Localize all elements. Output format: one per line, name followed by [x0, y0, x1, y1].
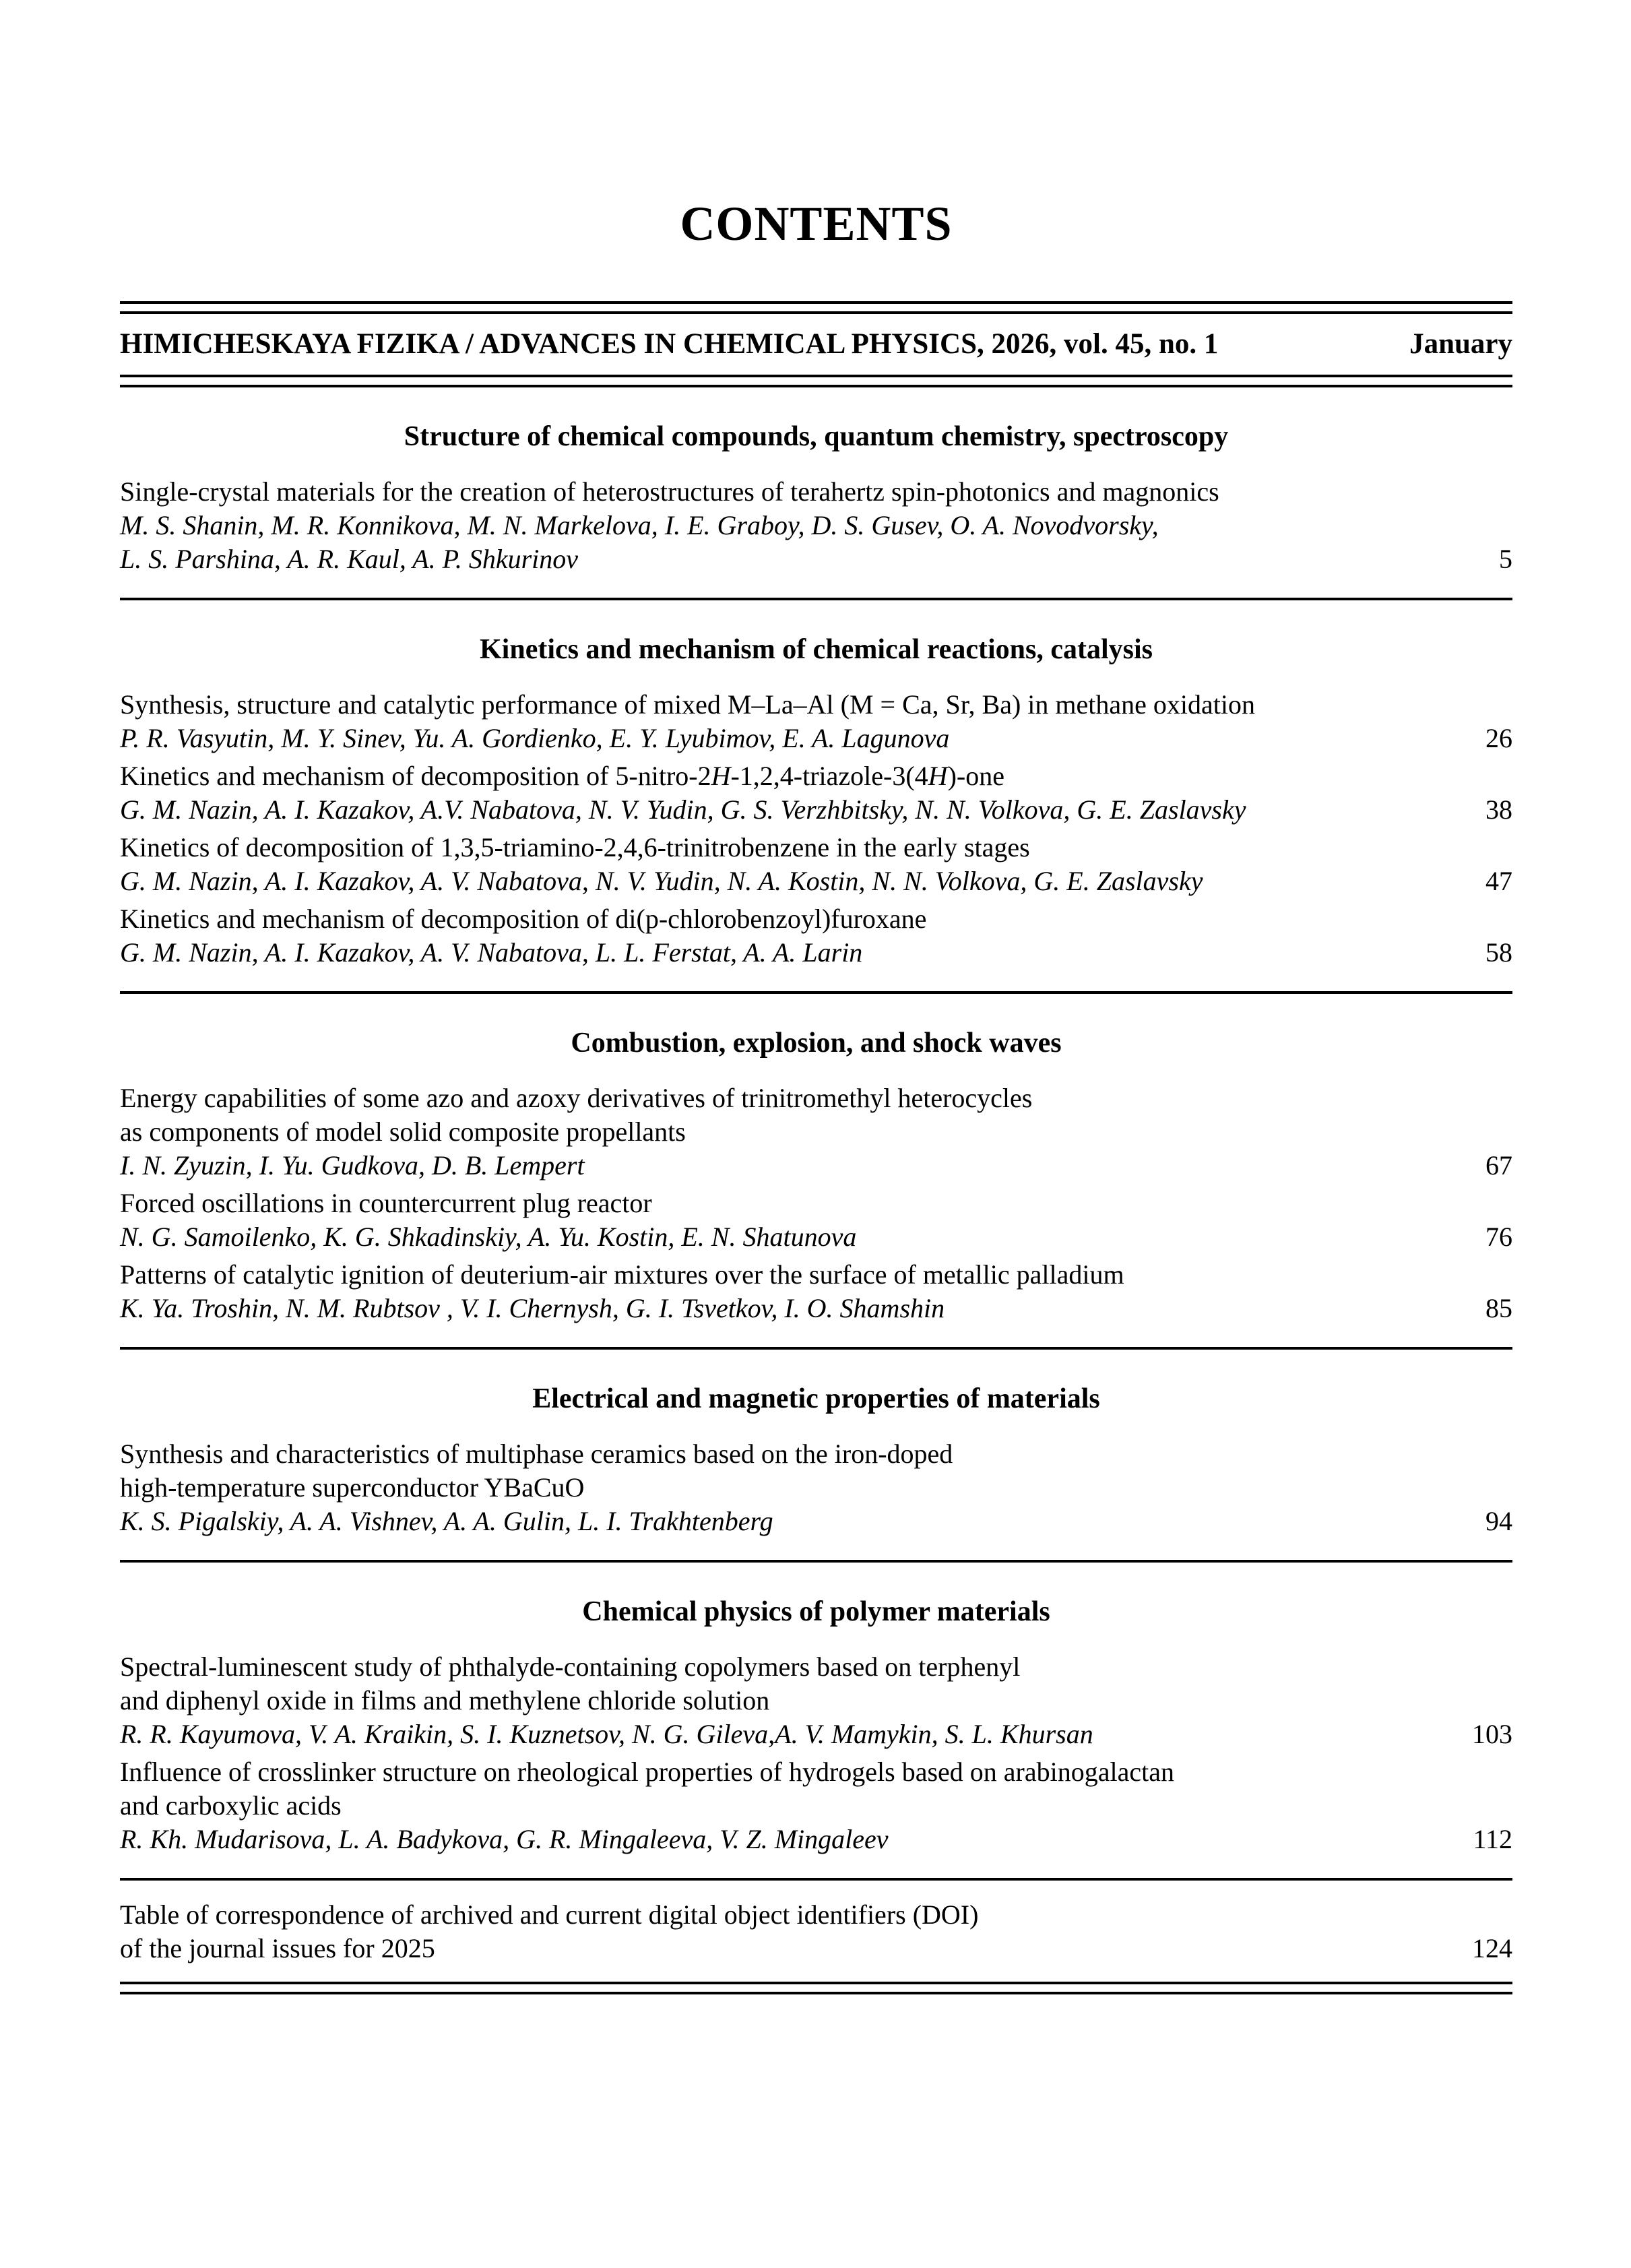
article-title-line: Forced oscillations in countercurrent plug reactor [120, 1188, 652, 1218]
entry-text [120, 1755, 1448, 1856]
doi-correspondence-entry [120, 1898, 1512, 1965]
sections-container [120, 420, 1512, 1881]
article-title-line: Synthesis, structure and catalytic performance of mixed M–La–Al (M = Ca, Sr, Ba) in methane oxidation [120, 689, 1255, 720]
article-authors-line: G. M. Nazin, A. I. Kazakov, A. V. Nabatova, L. L. Ferstat, A. A. Larin [120, 937, 863, 968]
toc-entry [120, 831, 1512, 898]
article-authors-line: R. Kh. Mudarisova, L. A. Badykova, G. R. Mingaleeva, V. Z. Mingaleev [120, 1824, 889, 1854]
page-number: 103 [1472, 1719, 1512, 1749]
article-authors-line: M. S. Shanin, M. R. Konnikova, M. N. Markelova, I. E. Graboy, D. S. Gusev, O. A. Novodvorsky, [120, 510, 1159, 540]
content-column [120, 0, 1512, 1994]
entry-text [120, 902, 1448, 970]
entry-text [120, 688, 1448, 755]
toc-entry [120, 1081, 1512, 1183]
article-authors-line: I. N. Zyuzin, I. Yu. Gudkova, D. B. Lempert [120, 1150, 585, 1180]
page-number: 58 [1485, 937, 1512, 968]
toc-entry [120, 1437, 1512, 1538]
entry-text [120, 1650, 1448, 1751]
header-top-double-rule [120, 301, 1512, 314]
section-divider [120, 598, 1512, 600]
page-title: CONTENTS [680, 197, 953, 251]
page-number: 85 [1485, 1293, 1512, 1323]
toc-entry [120, 1650, 1512, 1751]
article-title-line: Spectral-luminescent study of phthalyde-containing copolymers based on terphenyl [120, 1651, 1021, 1682]
toc-entry [120, 902, 1512, 970]
article-title-line: Kinetics and mechanism of decomposition of di(p-chlorobenzoyl)furoxane [120, 904, 927, 934]
entry-text [120, 475, 1448, 576]
section-heading: Electrical and magnetic properties of materials [532, 1383, 1100, 1414]
doi-entry-title-line: of the journal issues for 2025 [120, 1933, 435, 1963]
section-heading: Kinetics and mechanism of chemical reactions, catalysis [480, 634, 1153, 665]
article-title-line: Patterns of catalytic ignition of deuterium-air mixtures over the surface of metallic palladium [120, 1259, 1124, 1290]
section-heading: Structure of chemical compounds, quantum chemistry, spectroscopy [404, 421, 1229, 452]
toc-entry [120, 1187, 1512, 1254]
toc-entry [120, 475, 1512, 576]
article-title-line: and carboxylic acids [120, 1790, 342, 1821]
entry-text [120, 1258, 1448, 1325]
page-number: 26 [1485, 723, 1512, 753]
page-number: 5 [1499, 544, 1512, 574]
section-divider [120, 1878, 1512, 1881]
toc-entry [120, 1755, 1512, 1856]
entry-text [120, 1437, 1448, 1538]
page-number: 38 [1485, 794, 1512, 825]
article-authors-line: G. M. Nazin, A. I. Kazakov, A. V. Nabatova, N. V. Yudin, N. A. Kostin, N. N. Volkova, G. E. Zaslavsky [120, 866, 1203, 896]
entry-text [120, 1187, 1448, 1254]
entry-text [120, 831, 1448, 898]
doi-entry-title-line: Table of correspondence of archived and current digital object identifiers (DOI) [120, 1899, 979, 1930]
article-authors-line: G. M. Nazin, A. I. Kazakov, A.V. Nabatova, N. V. Yudin, G. S. Verzhbitsky, N. N. Volkova, G. E. Zaslavsky [120, 794, 1246, 825]
article-authors-line: N. G. Samoilenko, K. G. Shkadinskiy, A. Yu. Kostin, E. N. Shatunova [120, 1222, 857, 1252]
article-title-line: Influence of crosslinker structure on rheological properties of hydrogels based on arabinogalactan [120, 1757, 1174, 1787]
page-number: 67 [1485, 1150, 1512, 1180]
footer-double-rule [120, 1982, 1512, 1994]
article-authors-line: P. R. Vasyutin, M. Y. Sinev, Yu. A. Gordienko, E. Y. Lyubimov, E. A. Lagunova [120, 723, 950, 753]
article-title-line: Synthesis and characteristics of multiphase ceramics based on the iron-doped [120, 1439, 953, 1469]
article-title-line: Kinetics and mechanism of decomposition of 5-nitro-2H-1,2,4-triazole-3(4H)-one [120, 761, 1004, 791]
article-title-line: high-temperature superconductor YBaCuO [120, 1472, 585, 1503]
article-authors-line: K. Ya. Troshin, N. M. Rubtsov , V. I. Chernysh, G. I. Tsvetkov, I. O. Shamshin [120, 1293, 945, 1323]
entry-text [120, 1081, 1448, 1183]
entry-text [120, 759, 1448, 827]
article-title-line: Energy capabilities of some azo and azoxy derivatives of trinitromethyl heterocycles [120, 1083, 1033, 1113]
section-heading: Combustion, explosion, and shock waves [571, 1028, 1062, 1059]
page-number: 112 [1473, 1824, 1512, 1854]
page-number: 124 [1472, 1933, 1512, 1963]
article-authors-line: R. R. Kayumova, V. A. Kraikin, S. I. Kuznetsov, N. G. Gileva,A. V. Mamykin, S. L. Khursan [120, 1719, 1093, 1749]
article-title-line: as components of model solid composite propellants [120, 1116, 686, 1147]
article-title-line: and diphenyl oxide in films and methylene chloride solution [120, 1685, 770, 1715]
section-divider [120, 1560, 1512, 1563]
issue-month: January [1409, 328, 1512, 360]
journal-issue-line: HIMICHESKAYA FIZIKA / ADVANCES IN CHEMICAL PHYSICS, 2026, vol. 45, no. 1 [120, 328, 1219, 360]
article-title-line: Kinetics of decomposition of 1,3,5-triamino-2,4,6-trinitrobenzene in the early stages [120, 832, 1030, 862]
section-divider [120, 991, 1512, 994]
toc-entry [120, 1258, 1512, 1325]
toc-entry [120, 759, 1512, 827]
page-number: 47 [1485, 866, 1512, 896]
article-title-line: Single-crystal materials for the creation of heterostructures of terahertz spin-photonics and magnonics [120, 476, 1219, 507]
toc-entry [120, 688, 1512, 755]
section-heading: Chemical physics of polymer materials [582, 1596, 1050, 1627]
article-authors-line: L. S. Parshina, A. R. Kaul, A. P. Shkurinov [120, 544, 579, 574]
article-authors-line: K. S. Pigalskiy, A. A. Vishnev, A. A. Gulin, L. I. Trakhtenberg [120, 1506, 773, 1536]
journal-header [120, 314, 1512, 375]
header-bottom-double-rule [120, 375, 1512, 387]
page-number: 94 [1485, 1506, 1512, 1536]
doi-entry-text [120, 1898, 1448, 1965]
section-divider [120, 1347, 1512, 1350]
page-number: 76 [1485, 1222, 1512, 1252]
